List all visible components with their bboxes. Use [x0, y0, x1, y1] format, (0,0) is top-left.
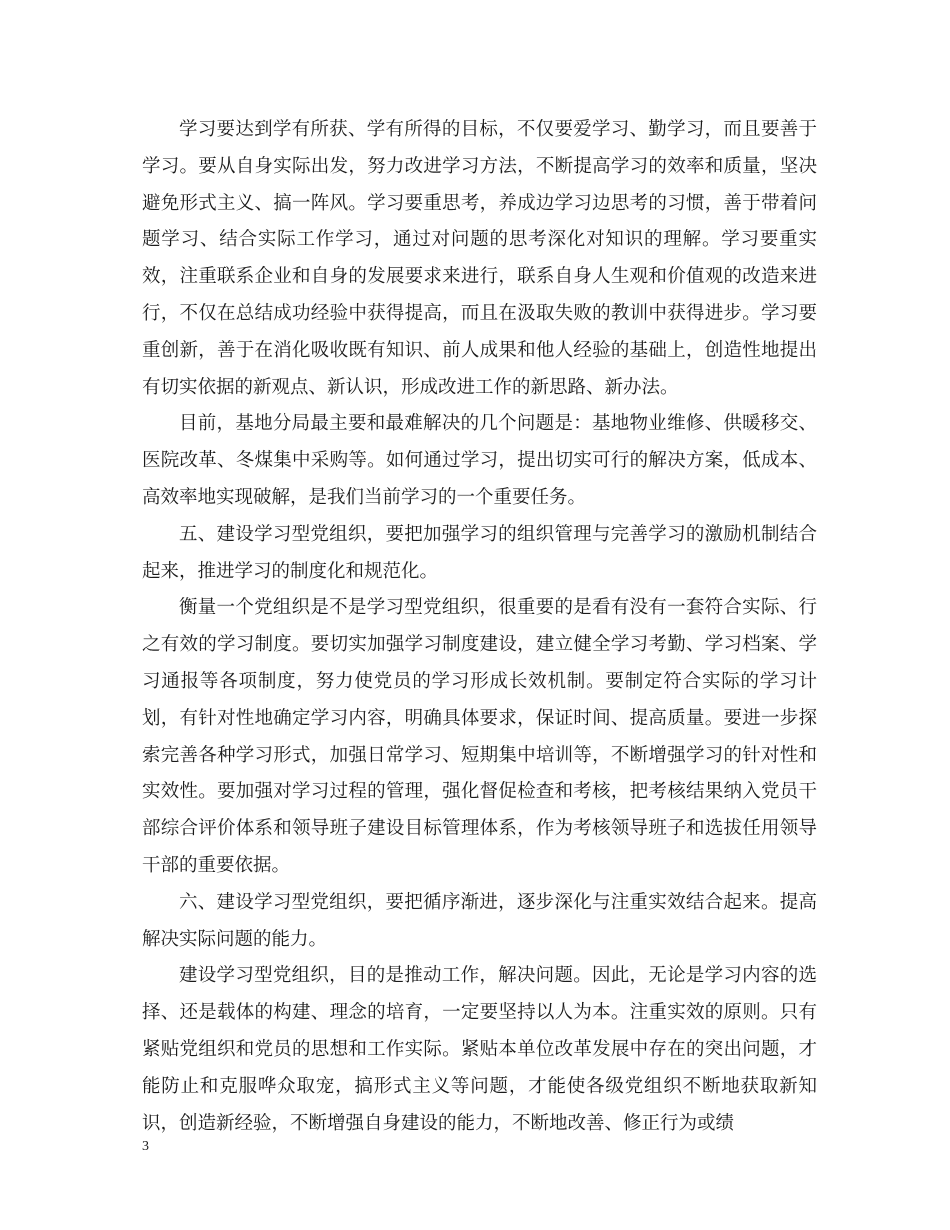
- body-text: [142, 112, 817, 1142]
- paragraph-2: 目前，基地分局最主要和最难解决的几个问题是：基地物业维修、供暖移交、医院改革、冬煤集中采购等。如何通过学习，提出切实可行的解决方案，低成本、高效率地实现破解，是我们当前学习的一个重要任务。: [142, 413, 817, 508]
- paragraph-1: 学习要达到学有所获、学有所得的目标，不仅要爱学习、勤学习，而且要善于学习。要从自身实际出发，努力改进学习方法，不断提高学习的效率和质量，坚决避免形式主义、搞一阵风。学习要重思考，养成边学习边思考的习惯，善于带着问题学习、结合实际工作学习，通过对问题的思考深化对知识的理解。学习要重实效，注重联系企业和自身的发展要求来进行，联系自身人生观和价值观的改造来进行，不仅在总结成功经验中获得提高，而且在汲取失败的教训中获得进步。学习要重创新，善于在消化吸收既有知识、前人成果和他人经验的基础上，创造性地提出有切实依据的新观点、新认识，形成改进工作的新思路、新办法。: [142, 119, 817, 398]
- paragraph-3: 五、建设学习型党组织，要把加强学习的组织管理与完善学习的激励机制结合起来，推进学习的制度化和规范化。: [142, 523, 817, 582]
- paragraph-4: 衡量一个党组织是不是学习型党组织，很重要的是看有没有一套符合实际、行之有效的学习制度。要切实加强学习制度建设，建立健全学习考勤、学习档案、学习通报等各项制度，努力使党员的学习形成长效机制。要制定符合实际的学习计划，有针对性地确定学习内容，明确具体要求，保证时间、提高质量。要进一步探索完善各种学习形式，加强日常学习、短期集中培训等，不断增强学习的针对性和实效性。要加强对学习过程的管理，强化督促检查和考核，把考核结果纳入党员干部综合评价体系和领导班子建设目标管理体系，作为考核领导班子和选拔任用领导干部的重要依据。: [142, 597, 817, 876]
- paragraph-5: 六、建设学习型党组织，要把循序渐进，逐步深化与注重实效结合起来。提高解决实际问题的能力。: [142, 891, 817, 950]
- paragraph-6: 建设学习型党组织，目的是推动工作，解决问题。因此，无论是学习内容的选择、还是载体的构建、理念的培育，一定要坚持以人为本。注重实效的原则。只有紧贴党组织和党员的思想和工作实际。紧贴本单位改革发展中存在的突出问题，才能防止和克服哗众取宠，搞形式主义等问题，才能使各级党组织不断地获取新知识，创造新经验，不断增强自身建设的能力，不断地改善、修正行为或绩: [142, 965, 817, 1134]
- page-number: 3: [142, 1139, 149, 1154]
